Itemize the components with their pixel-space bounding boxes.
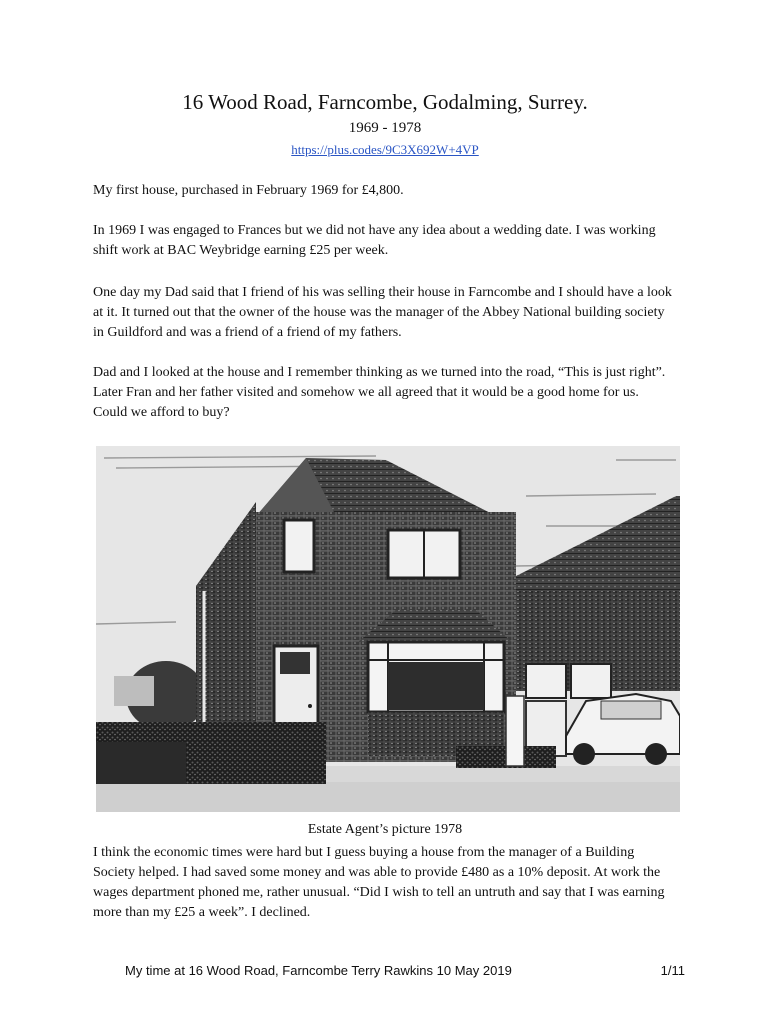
paragraph-dad-friend: One day my Dad said that I friend of his was selling their house in Farncombe and I should have a look at it. It turned out that the owner of the house was the manager of the Abbey National building society in Guildford and was a friend of a friend of my fathers.	[93, 285, 672, 340]
paragraph-visit: Dad and I looked at the house and I remember thinking as we turned into the road, “This is just right”. Later Fran and her father visited and somehow we all agreed that it would be a good home for us. Could we afford to buy?	[93, 365, 666, 420]
footer-text: My time at 16 Wood Road, Farncombe Terry Rawkins 10 May 2019	[125, 963, 512, 978]
document-years: 1969 - 1978	[348, 120, 422, 136]
paragraph-first-house: My first house, purchased in February 1969 for £4,800.	[93, 183, 404, 198]
document-title: 16 Wood Road, Farncombe, Godalming, Surrey.	[182, 90, 588, 114]
house-photo	[96, 446, 680, 812]
paragraph-engaged: In 1969 I was engaged to Frances but we did not have any idea about a wedding date. I was working shift work at BAC Weybridge earning £25 per week.	[93, 223, 656, 258]
photo-caption: Estate Agent’s picture 1978	[307, 822, 463, 837]
plus-code-link[interactable]: https://plus.codes/9C3X692W+4VP	[291, 142, 479, 157]
page-number: 1/11	[660, 963, 685, 978]
plus-code-link-wrapper	[0, 142, 770, 158]
paragraph-economic-times: I think the economic times were hard but I guess buying a house from the manager of a Building Society helped. I had saved some money and was able to provide £480 as a 10% deposit. At work the wages department phoned me, rather unusual. “Did I wish to tell an untruth and say that I was earning more than my £25 a week”. I declined.	[93, 845, 665, 920]
